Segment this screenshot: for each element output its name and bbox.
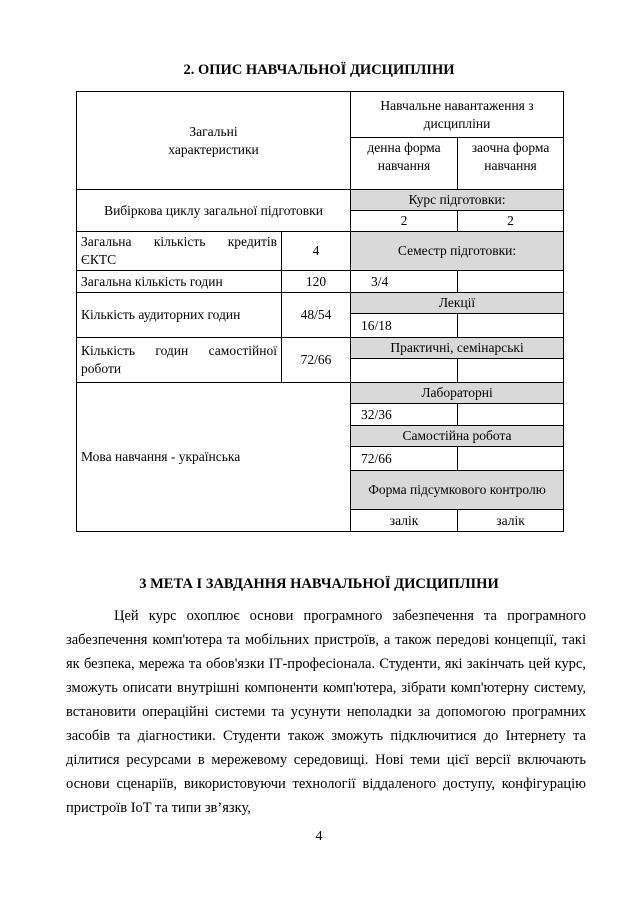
practical-label: Практичні, семінарські — [351, 338, 564, 359]
hours-value: 120 — [282, 271, 351, 293]
semester-value: 3/4 — [351, 271, 458, 293]
empty-cell — [458, 404, 564, 426]
self-work-label: Самостійна робота — [351, 426, 564, 447]
hours-label: Загальна кількість годин — [77, 271, 282, 293]
course-parttime: 2 — [458, 211, 564, 232]
empty-cell — [458, 447, 564, 471]
credits-value: 4 — [282, 232, 351, 271]
lectures-value: 16/18 — [351, 314, 458, 338]
page-number: 4 — [315, 829, 323, 844]
control-fulltime: залік — [351, 510, 458, 532]
control-label: Форма підсумкового контролю — [351, 471, 564, 510]
labs-label: Лабораторні — [351, 383, 564, 404]
load-header: Навчальне навантаження з дисципліни — [351, 92, 564, 138]
semester-label: Семестр підготовки: — [351, 232, 564, 271]
course-fulltime: 2 — [351, 211, 458, 232]
parttime-header: заочна форма навчання — [458, 138, 564, 190]
course-label: Курс підготовки: — [351, 190, 564, 211]
self-hours-label: Кількість годин самостійної роботи — [77, 338, 282, 383]
credits-label: Загальна кількість кредитів ЄКТС — [77, 232, 282, 271]
empty-cell — [351, 359, 458, 383]
section-3-title: 3 МЕТА І ЗАВДАННЯ НАВЧАЛЬНОЇ ДИСЦИПЛІНИ — [139, 576, 499, 592]
empty-cell — [458, 314, 564, 338]
self-work-value: 72/66 — [351, 447, 458, 471]
general-characteristics-header: Загальні характеристики — [77, 92, 351, 190]
language: Мова навчання - українська — [77, 383, 351, 532]
auditory-label: Кількість аудиторних годин — [77, 293, 282, 338]
lectures-label: Лекції — [351, 293, 564, 314]
empty-cell — [458, 359, 564, 383]
auditory-value: 48/54 — [282, 293, 351, 338]
selective-cycle: Вибіркова циклу загальної підготовки — [77, 190, 351, 232]
fulltime-header: денна форма навчання — [351, 138, 458, 190]
control-parttime: залік — [458, 510, 564, 532]
labs-value: 32/36 — [351, 404, 458, 426]
self-hours-value: 72/66 — [282, 338, 351, 383]
body-paragraph: Цей курс охоплює основи програмного забезпечення та програмного забезпечення комп'ютера та мобільних пристроїв, а також передові концепції, такі як безпека, мережа та обов'язки ІТ-професіонала. Студенти, які закінчать цей курс, зможуть описати внутрішні компоненти комп'ютера, зібрати комп'ютерну систему, встановити операційні системи та усунути неполадки за допомогою програмних засобів та діагностики. Студенти також зможуть підключитися до Інтернету та ділитися ресурсами в мережевому середовищі. Нові теми цієї версії включають основи сценаріїв, використовуючи технології віддаленого доступу, конфігурацію пристроїв IoT та типи зв’язку, — [66, 608, 586, 816]
empty-cell — [458, 271, 564, 293]
discipline-description-table — [76, 91, 564, 532]
section-2-title: 2. ОПИС НАВЧАЛЬНОЇ ДИСЦИПЛІНИ — [183, 62, 455, 78]
